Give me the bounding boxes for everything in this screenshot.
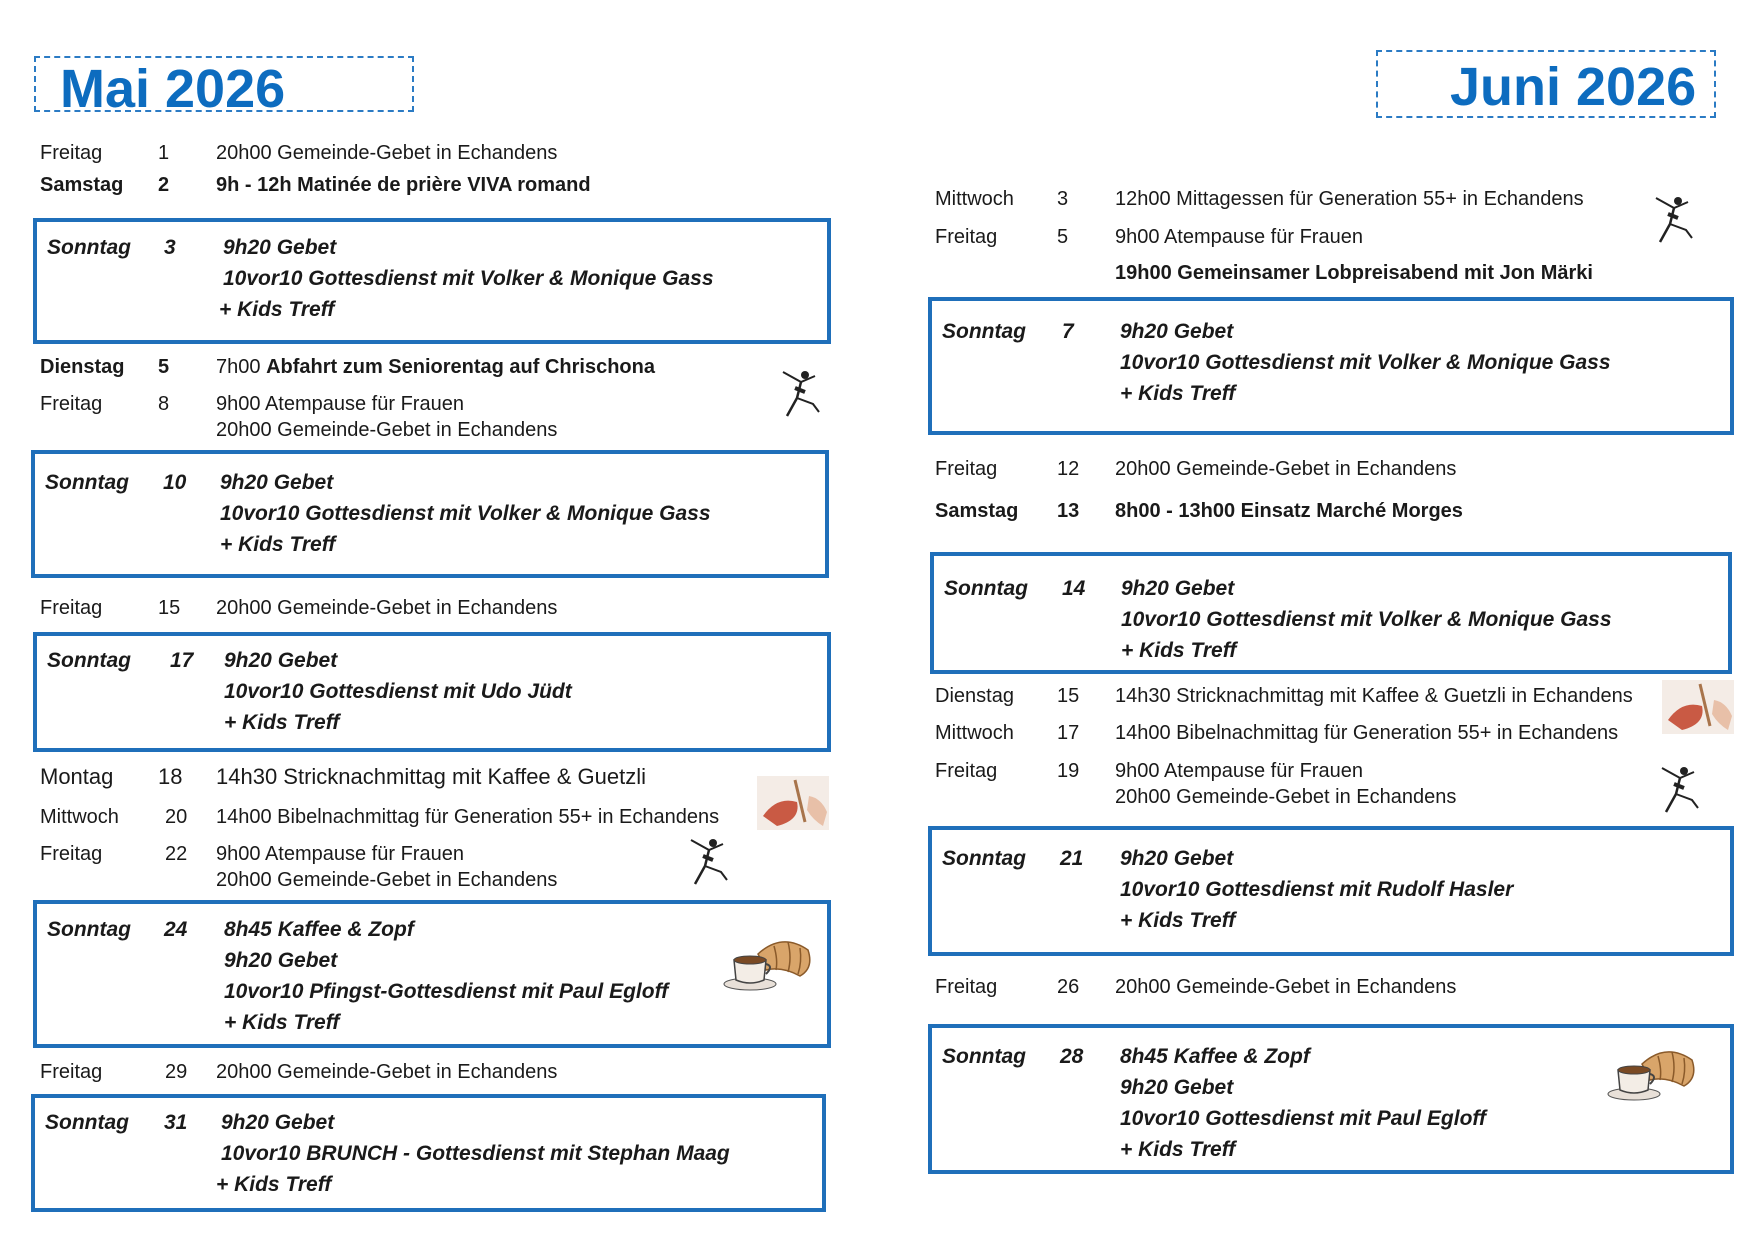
- may-sunday-10: Sonntag 10 9h20 Gebet 10vor10 Gottesdienst mit Volker & Monique Gass + Kids Treff: [31, 450, 829, 578]
- june-sunday-7: Sonntag 7 9h20 Gebet 10vor10 Gottesdienst mit Volker & Monique Gass + Kids Treff: [928, 297, 1734, 435]
- dancer-icon: [1648, 194, 1696, 246]
- may-sunday-24: Sonntag 24 8h45 Kaffee & Zopf 9h20 Gebet 10vor10 Pfingst-Gottesdienst mit Paul Egloff + Kids Treff: [33, 900, 831, 1048]
- june-sunday-28: Sonntag 28 8h45 Kaffee & Zopf 9h20 Gebet 10vor10 Gottesdienst mit Paul Egloff + Kids Treff: [928, 1024, 1734, 1174]
- dancer-icon: [775, 368, 823, 420]
- may-sunday-31: Sonntag 31 9h20 Gebet 10vor10 BRUNCH - Gottesdienst mit Stephan Maag + Kids Treff: [31, 1094, 826, 1212]
- may-sunday-3: Sonntag 3 9h20 Gebet 10vor10 Gottesdienst mit Volker & Monique Gass + Kids Treff: [33, 218, 831, 344]
- coffee-croissant-icon: [722, 932, 814, 992]
- dancer-icon: [683, 836, 731, 888]
- june-title: Juni 2026: [1376, 50, 1716, 118]
- may-title: Mai 2026: [34, 56, 414, 112]
- june-sunday-14: Sonntag 14 9h20 Gebet 10vor10 Gottesdienst mit Volker & Monique Gass + Kids Treff: [930, 552, 1732, 674]
- knitting-icon: [757, 776, 829, 830]
- coffee-croissant-icon: [1606, 1042, 1698, 1102]
- may-sunday-17: Sonntag 17 9h20 Gebet 10vor10 Gottesdienst mit Udo Jüdt + Kids Treff: [33, 632, 831, 752]
- june-sunday-21: Sonntag 21 9h20 Gebet 10vor10 Gottesdienst mit Rudolf Hasler + Kids Treff: [928, 826, 1734, 956]
- dancer-icon: [1654, 764, 1702, 816]
- knitting-icon: [1660, 680, 1736, 734]
